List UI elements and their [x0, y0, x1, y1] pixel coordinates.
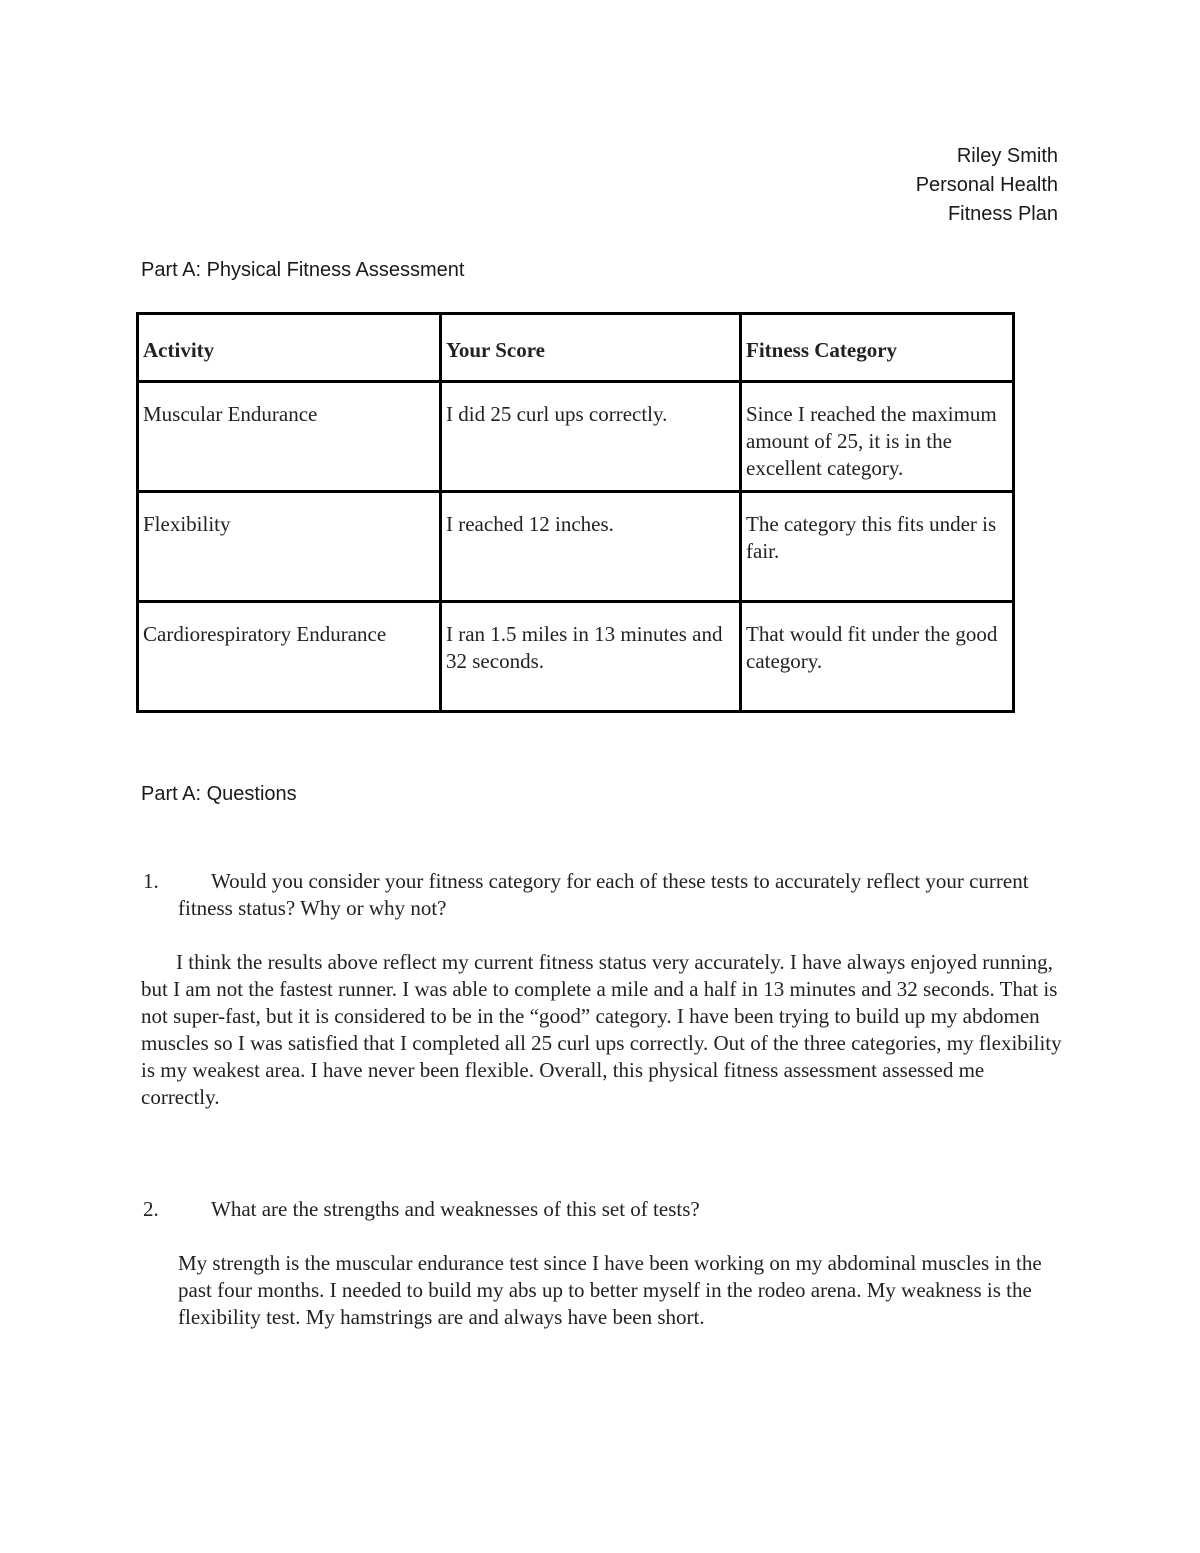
- table-row: [138, 382, 1014, 492]
- student-name: Riley Smith: [956, 145, 1058, 167]
- cell-category: The category this fits under is fair.: [741, 492, 1014, 602]
- cell-activity: Cardiorespiratory Endurance: [138, 602, 441, 712]
- answer-1: I think the results above reflect my current fitness status very accurately. I have always enjoyed running, but I am not the fastest runner. I was able to complete a mile and a half in 13 minutes and 32 seconds. That is not super-fast, but it is considered to be in the “good” category. I have been trying to build up my abdomen muscles so I was satisfied that I completed all 25 curl ups correctly. Out of the three categories, my flexibility is my weakest area. I have never been flexible. Overall, this physical fitness assessment assessed me correctly.: [141, 950, 1062, 1109]
- assignment-name: Fitness Plan: [947, 203, 1058, 225]
- question-number: 2.: [143, 1197, 159, 1221]
- cell-score: I did 25 curl ups correctly.: [441, 382, 741, 492]
- answer-2: My strength is the muscular endurance test since I have been working on my abdominal muscles in the past four months. I needed to build my abs up to better myself in the rodeo arena. My weakness is the flexibility test. My hamstrings are and always have been short.: [178, 1251, 1042, 1329]
- cell-activity: Muscular Endurance: [138, 382, 441, 492]
- header-activity: Activity: [138, 314, 441, 382]
- cell-score: I ran 1.5 miles in 13 minutes and 32 seconds.: [441, 602, 741, 712]
- question-text: What are the strengths and weaknesses of this set of tests?: [211, 1197, 700, 1221]
- header-score: Your Score: [441, 314, 741, 382]
- cell-score: I reached 12 inches.: [441, 492, 741, 602]
- header-category: Fitness Category: [741, 314, 1014, 382]
- question-number: 1.: [143, 869, 159, 893]
- question-1: [141, 868, 1071, 922]
- fitness-assessment-table: [136, 312, 1015, 713]
- table-row: [138, 602, 1014, 712]
- table-header-row: [138, 314, 1014, 382]
- table-row: [138, 492, 1014, 602]
- question-text: Would you consider your fitness category for each of these tests to accurately reflect your current fitness status? Why or why not?: [178, 869, 1029, 920]
- cell-activity: Flexibility: [138, 492, 441, 602]
- section-title-questions: Part A: Questions: [141, 783, 297, 805]
- document-header: [916, 142, 1058, 229]
- cell-category: That would fit under the good category.: [741, 602, 1014, 712]
- section-title-assessment: Part A: Physical Fitness Assessment: [141, 259, 465, 281]
- question-2: [141, 1196, 1071, 1223]
- course-name: Personal Health: [915, 174, 1058, 196]
- cell-category: Since I reached the maximum amount of 25, it is in the excellent category.: [741, 382, 1014, 492]
